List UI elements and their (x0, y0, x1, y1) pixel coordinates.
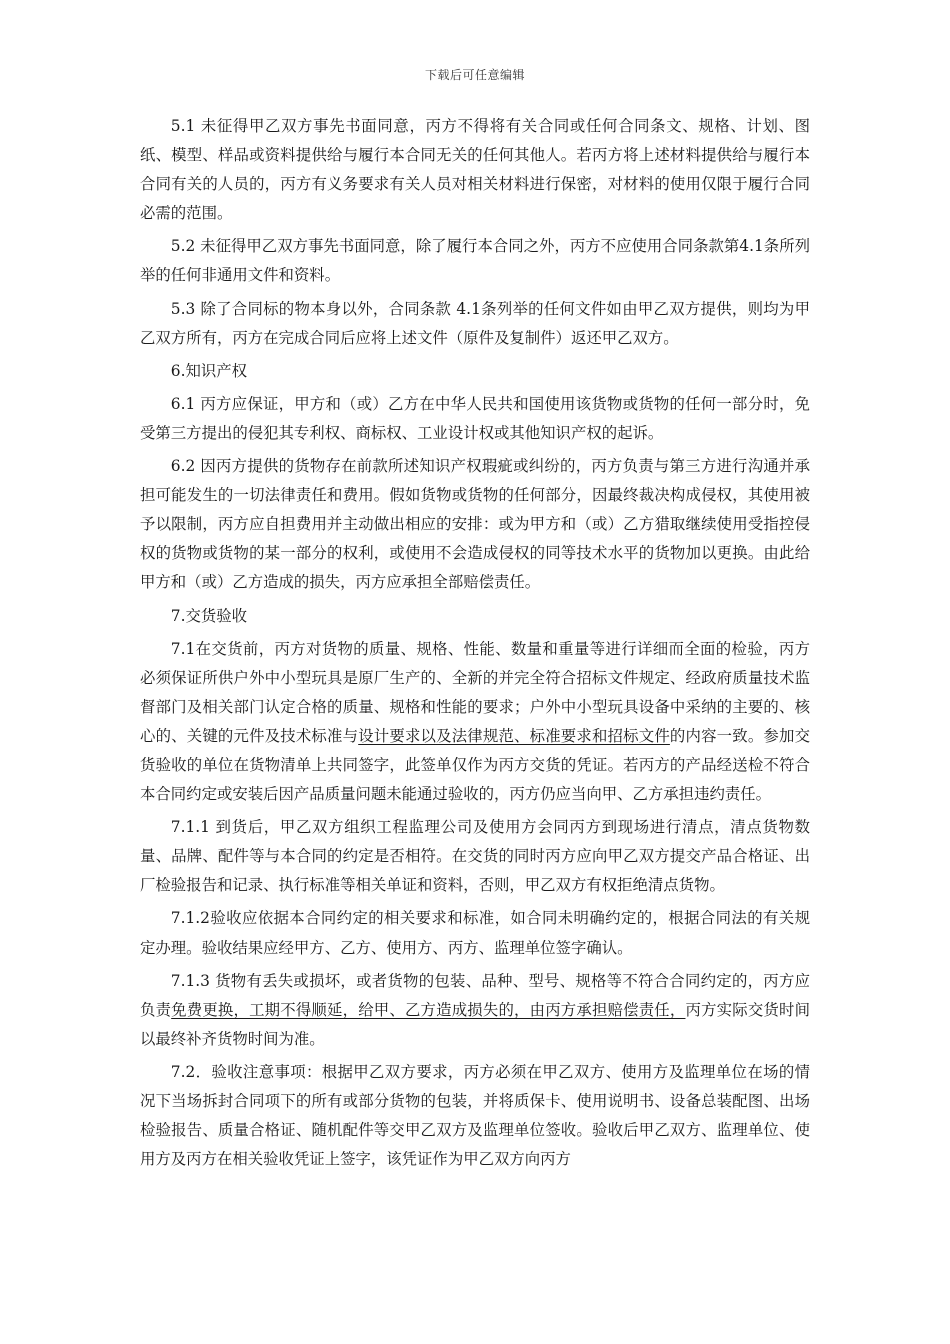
clause-6-2: 6.2 因丙方提供的货物存在前款所述知识产权瑕疵或纠纷的，丙方负责与第三方进行沟通并承担可能发生的一切法律责任和费用。假如货物或货物的任何部分，因最终裁决构成侵权，其使用被予以限制，丙方应自担费用并主动做出相应的安排：或为甲方和（或）乙方猎取继续使用受指控侵权的货物或货物的某一部分的权利，或使用不会造成侵权的同等技术水平的货物加以更换。由此给甲方和（或）乙方造成的损失，丙方应承担全部赔偿责任。 (140, 457, 810, 592)
clause-7-1-3 (140, 967, 810, 1054)
section-heading-6: 6.知识产权 (170, 361, 248, 380)
clause-5-1: 5.1 未征得甲乙双方事先书面同意，丙方不得将有关合同或任何合同条文、规格、计划、图纸、模型、样品或资料提供给与履行本合同无关的任何其他人。若丙方将上述材料提供给与履行本合同有关的人员的，丙方有义务要求有关人员对相关材料进行保密，对材料的使用仅限于履行合同必需的范围。 (140, 117, 810, 223)
clause-7-1-3-part-2: 丙方实际交货时间以最终补齐货物时间为准。 (140, 1000, 810, 1048)
clause-7-1-part-2: 的内容一致。参加交货验收的单位在货物清单上共同签字，此签单仅作为丙方交货的凭证。若丙方的产品经送检不符合本合同约定或安装后因产品质量问题未能通过验收的，丙方仍应当向甲、乙方承担违约责任。 (140, 726, 810, 804)
clause-6-1: 6.1 丙方应保证，甲方和（或）乙方在中华人民共和国使用该货物或货物的任何一部分时，免受第三方提出的侵犯其专利权、商标权、工业设计权或其他知识产权的起诉。 (140, 394, 810, 442)
document-body (140, 112, 810, 1178)
section-heading-7: 7.交货验收 (170, 606, 248, 625)
clause-7-1-part-1: 7.1在交货前，丙方对货物的质量、规格、性能、数量和重量等进行详细而全面的检验，丙方必须保证所供户外中小型玩具是原厂生产的、全新的并完全符合招标文件规定、经政府质量技术监督部门及相关部门认定合格的质量、规格和性能的要求；户外中小型玩具设备中采纳的主要的、核心的、关键的元件及技术标准与 (140, 639, 810, 745)
clause-7-2: 7.2．验收注意事项：根据甲乙双方要求，丙方必须在甲乙双方、使用方及监理单位在场的情况下当场拆封合同项下的所有或部分货物的包装，并将质保卡、使用说明书、设备总装配图、出场检验报告、质量合格证、随机配件等交甲乙双方及监理单位签收。验收后甲乙双方、监理单位、使用方及丙方在相关验收凭证上签字，该凭证作为甲乙双方向丙方 (140, 1062, 810, 1169)
clause-7-1-underlined: 设计要求以及法律规范、标准要求和招标文件 (358, 726, 670, 745)
clause-7-1-3-part-1: 7.1.3 货物有丢失或损坏，或者货物的包装、品种、型号、规格等不符合合同约定的，丙方应负责 (140, 971, 810, 1019)
page-header: 下载后可任意编辑 (424, 68, 525, 82)
clause-7-1 (140, 635, 810, 810)
clause-7-1-1: 7.1.1 到货后，甲乙双方组织工程监理公司及使用方会同丙方到现场进行清点，清点货物数量、品牌、配件等与本合同的约定是否相符。在交货的同时丙方应向甲乙双方提交产品合格证、出厂检验报告和记录、执行标准等相关单证和资料，否则，甲乙双方有权拒绝清点货物。 (140, 818, 810, 895)
clause-5-2: 5.2 未征得甲乙双方事先书面同意，除了履行本合同之外，丙方不应使用合同条款第4.1条所列举的任何非通用文件和资料。 (140, 237, 810, 285)
clause-7-1-2: 7.1.2验收应依据本合同约定的相关要求和标准，如合同未明确约定的，根据合同法的有关规定办理。验收结果应经甲方、乙方、使用方、丙方、监理单位签字确认。 (140, 909, 810, 957)
clause-7-1-3-underlined: 免费更换，工期不得顺延，给甲、乙方造成损失的，由丙方承担赔偿责任， (171, 1000, 686, 1019)
clause-5-3: 5.3 除了合同标的物本身以外，合同条款 4.1条列举的任何文件如由甲乙双方提供，则均为甲乙双方所有，丙方在完成合同后应将上述文件（原件及复制件）返还甲乙双方。 (140, 299, 810, 347)
